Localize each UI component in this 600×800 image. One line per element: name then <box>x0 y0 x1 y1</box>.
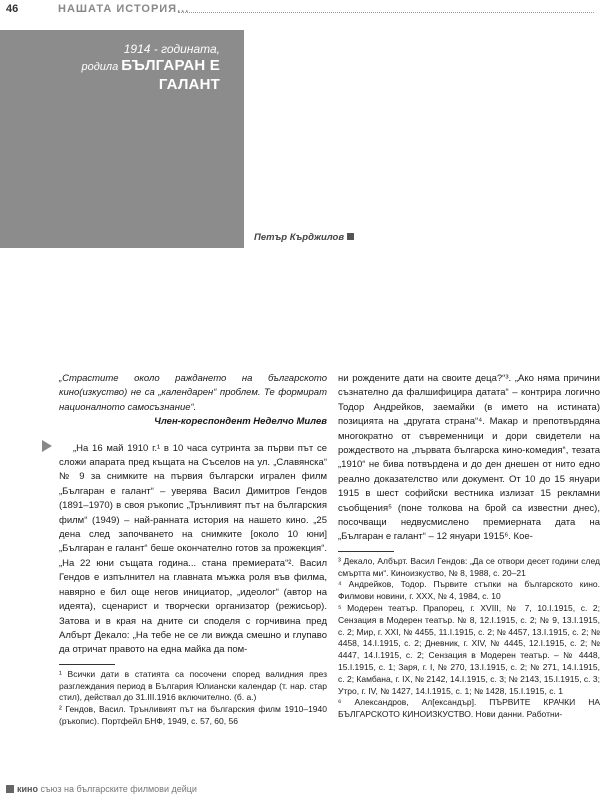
left-body-text: „На 16 май 1910 г.¹ в 10 часа сутринта за първи път се сложи апарата пред къщата на Съселов на ул. „Славянска“ № 9 за снимките на първия български игрален филм „Българан е галант“ – уверява Васил Димитров Гендов (1891–1970) в своя ръкопис „Трънливият път на българския филм“ (1949) – най-ранната история на нашето кино. „25 дена след започването на снимките [около 10 юни] „Българан е галант“ беше окончателно готов за прожекция“. „На 22 юни същата година... стана премиерата“². Васил Гендов е изпълнител на главната мъжка роля във филма, навярно е бил още негов инициатор, „идеолог“ (автор на идеята), сценарист и творчески организатор (режисьор). Затова и в края на дните си споделя с горчивина пред Албърт Декало: „На тебе не се ли вижда смешно и глупаво да отричат правото на една майка да пом- <box>59 442 327 656</box>
footnote-rule <box>338 551 394 552</box>
author-name: Петър Кърджилов <box>254 232 345 243</box>
article-title <box>40 42 220 95</box>
footnote-6: ⁶ Александров, Ал[ександър]. ПЪРВИТЕ КРАЧКИ НА БЪЛГАРСКОТО КИНОИЗКУСТВО. Нови данни. Работни- <box>338 697 600 720</box>
footer-square-icon <box>6 785 14 793</box>
footnote-rule <box>59 664 115 665</box>
epigraph-author: Член-кореспондент Неделчо Милев <box>154 416 327 428</box>
footnote-4: ⁴ Андрейков, Тодор. Първите стъпки на българското кино. Филмови новини, г. XXX, № 4, 1984, с. 10 <box>338 579 600 602</box>
left-column <box>59 372 327 728</box>
title-line-1: 1914 - годината, <box>123 42 220 56</box>
article-author <box>254 232 354 243</box>
page-number: 46 <box>6 3 19 15</box>
footer-text: съюз на българските филмови дейци <box>40 784 197 794</box>
section-title: НАШАТА ИСТОРИЯ... <box>58 3 190 15</box>
footnote-5: ⁵ Модерен театър. Прапорец, г. XVIII, № 7, 10.I.1915, с. 2; Сензация в Модерен театър. № 8, 12.I.1915, с. 2; № 9, 13.I.1915, с. 2; Мир, г. XXI, № 4455, 11.I.1915, с. 2; № 4457, 13.I.1915, с. 2; № 4458, 14.I.1915, с. 2; Дневник, г. XIV, № 4445, 12.I.1915, с. 2; № 4447, 14.I.1915, с. 2; Сензация в Модерен театър. – № 4448, 15.I.1915, с. 1; Заря, г. I, № 270, 13.I.1915, с. 2; № 271, 14.I.1915, с. 2; Камбана, г. IX, № 2142, 14.I.1915, с. 3; № 2143, 15.I.1915, с. 3; Утро, г. IV, № 1427, 14.I.1915, с. 1; № 1428, 15.I.1915, с. 1 <box>338 603 600 696</box>
author-square-icon <box>347 233 354 240</box>
title-film-name: БЪЛГАРАН Е ГАЛАНТ <box>121 57 220 93</box>
footnote-3: ³ Декало, Албърт. Васил Гендов: „Да се отвори десет години след смъртта ми“. Киноизкуство, № 8, 1988, с. 20–21 <box>338 555 600 578</box>
footnote-2: ² Гендов, Васил. Трънливият път на българския филм 1910–1940 (ръкопис). Портфейл БНФ, 1949, с. 57, 60, 56 <box>59 704 327 726</box>
paragraph-arrow-icon <box>42 440 52 452</box>
left-footnotes <box>59 669 327 728</box>
page-footer <box>6 784 197 794</box>
right-column <box>338 372 600 721</box>
title-prefix: родила <box>81 61 119 73</box>
epigraph: „Страстите около раждането на българското кино(изкуство) не са „календарен“ проблем. Те формират националното самосъзнание“. <box>59 373 327 413</box>
title-line-2 <box>40 57 220 95</box>
header-dotted-rule <box>178 12 594 13</box>
right-footnotes <box>338 556 600 721</box>
page-header <box>0 0 600 20</box>
footer-brand: кино <box>17 784 38 794</box>
footnote-1: ¹ Всички дати в статията са посочени според валидния през разглеждания период в България Юлиански календар (т. нар. стар стил), действал до 31.III.1916 включително. (б. а.) <box>59 668 327 703</box>
right-body-text: ни рождените дати на своите деца?“³. „Ако няма причини съзнателно да фалшифицира датата“ – контрира логично Тодор Андрейков, заемайки (в името на истината) позицията на „другата страна“⁴. Макар и препотвърдяна многократно от съвременници и дори свидетели на рождеството на „първата българска кино-комедия“, тезата „1910“ не бива потвърдена и до ден днешен от нито едно реално доказателство или документ. От 10 до 15 януари 1915 в шест софийски вестника излизат 15 рекламни съобщения⁵ (поне толкова на брой са известни днес), посочващи недвусмислено премиерната дата на „Българан е галант“ – 12 януари 1915⁶. Кое- <box>338 373 600 543</box>
